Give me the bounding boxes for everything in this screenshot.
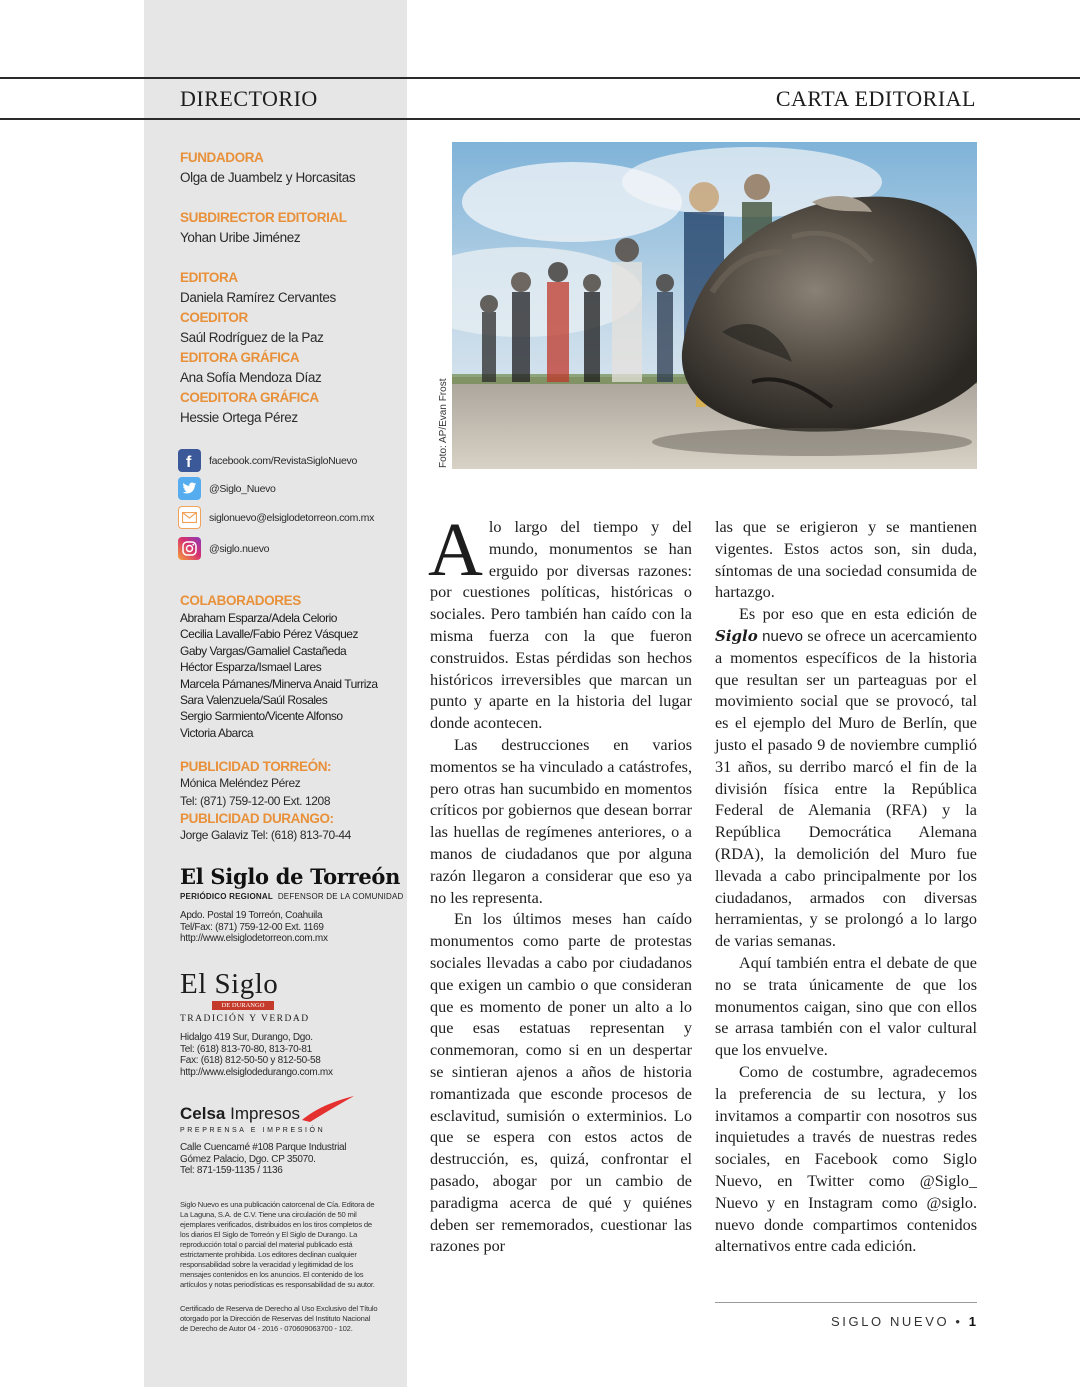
article-paragraph: En los últimos meses han caído monumentos como parte de protestas sociales llevadas a cabo por ciudadanos que exigen un cambio o que consideran que es momento de poner un alto a lo que esas estatuas representan y conmemoran, como si en un despertar se sintieran ajenos a años de historia romantizada que esconde procesos de esclavitud, sumisión o exterminios. Lo que se espera con estos actos de destrucción, es, quizá, confrontar el pasado, abogar por un cambio de paradigma acerca de qué y quiénes deben ser rememorados, cuestionar las razones por: [430, 910, 692, 1256]
instagram-icon: [178, 537, 201, 560]
paragraph-text: Es por eso que en esta edición de: [739, 605, 977, 624]
twitter-icon: [178, 477, 201, 500]
facebook-link[interactable]: [178, 449, 398, 472]
mail-icon: [178, 506, 201, 529]
durango-ribbon: DE DURANGO: [212, 1001, 274, 1010]
drop-cap: A: [428, 508, 483, 592]
siglo-nuevo-wordmark-siglo: Siglo: [715, 626, 758, 645]
article-paragraph: [428, 508, 692, 735]
torreon-tag-text: DEFENSOR DE LA COMUNIDAD: [277, 892, 404, 901]
celsa-impresos-logo: [180, 1104, 300, 1124]
editor-name: Daniela Ramírez Cervantes: [180, 290, 336, 305]
advertising-section: [180, 758, 400, 845]
address-line: http://www.elsiglodetorreon.com.mx: [180, 933, 328, 944]
article-column-1: [428, 508, 692, 1258]
deputy-director-label: SUBDIRECTOR EDITORIAL: [180, 210, 347, 225]
email-link[interactable]: [178, 506, 398, 529]
page-folio: [831, 1314, 976, 1329]
durango-tagline: TRADICIÓN Y VERDAD: [180, 1014, 310, 1024]
collaborator-line: Cecilia Lavalle/Fabio Pérez Vásquez: [180, 627, 358, 642]
el-siglo-de-torreon-logo: El Siglo de Torreón: [180, 864, 401, 889]
address-line: Apdo. Postal 19 Torreón, Coahuila: [180, 910, 323, 921]
article-paragraph: Aquí también entra el debate de que no se trata únicamente de que los monumentos caigan, sino que con ellos se arrasa también con el valor cultural que los envuelve.: [715, 953, 977, 1060]
fallen-statue-photo: [452, 142, 977, 469]
directory-title: DIRECTORIO: [180, 86, 318, 111]
staff-directory: [180, 148, 390, 428]
el-siglo-de-durango-logo: El Siglo: [180, 968, 279, 1000]
torreon-tagline: [180, 892, 404, 901]
address-line: Fax: (618) 812-50-50 y 812-50-58: [180, 1055, 321, 1066]
deputy-director-name: Yohan Uribe Jiménez: [180, 230, 301, 245]
collaborator-line: Sergio Sarmiento/Vicente Alfonso: [180, 709, 343, 724]
siglo-nuevo-wordmark-nuevo: nuevo: [762, 627, 804, 645]
instagram-link[interactable]: [178, 537, 398, 560]
address-line: Hidalgo 419 Sur, Durango, Dgo.: [180, 1032, 313, 1043]
address-line: Tel: 871-159-1135 / 1136: [180, 1165, 283, 1176]
celsa-swoosh-icon: [300, 1094, 356, 1124]
durango-address: [180, 1032, 400, 1078]
graphic-coeditor-name: Hessie Ortega Pérez: [180, 410, 298, 425]
torreon-tag-bold: PERIÓDICO REGIONAL: [180, 892, 273, 901]
twitter-link[interactable]: [178, 477, 398, 500]
collaborator-line: Gaby Vargas/Gamaliel Castañeda: [180, 643, 347, 658]
photo-credit: Foto: AP/Evan Frost: [438, 378, 449, 468]
facebook-icon: [178, 449, 201, 472]
collaborator-line: Héctor Esparza/Ismael Lares: [180, 660, 322, 675]
durango-advertising-contact: Jorge Galaviz Tel: (618) 813-70-44: [180, 828, 351, 842]
article-column-2: [715, 517, 977, 1258]
footer-rule: [715, 1302, 977, 1303]
celsa-tagline: PREPRENSA E IMPRESIÓN: [180, 1127, 326, 1134]
legal-notice: Siglo Nuevo es una publicación catorcenal de Cía. Editora de La Laguna, S.A. de C.V. Tiene una circulación de 50 mil ejemplares verificados, distribuidos en los tiros completos de los diarios El Siglo de Torreón y El Siglo de Durango. La reproducción total o parcial del material publicado está estrictamente prohibida. Los editores declinan cualquier responsabilidad sobre la veracidad y legitimidad de los mensajes contenidos en los anuncios. El contenido de los artículos y notas periodísticas es responsabilidad de su autor.: [180, 1200, 375, 1289]
coeditor-name: Saúl Rodríguez de la Paz: [180, 330, 324, 345]
collaborators-label: COLABORADORES: [180, 593, 301, 608]
paragraph-text: lo largo del tiempo y del mundo, monumentos se han erguido por diversas razones: por cuestiones políticas, históricas o sociales. Pero también han caído con la misma fuerza con la que fueron construidos. Estas pérdidas son hechos históricos irreversibles que marcan un punto y aparte en la historia del lugar donde acontecen.: [430, 518, 692, 733]
publication-name: SIGLO NUEVO •: [831, 1314, 963, 1329]
facebook-handle: facebook.com/RevistaSigloNuevo: [209, 454, 357, 467]
svg-text:f: f: [185, 453, 191, 469]
editorial-letter-title: CARTA EDITORIAL: [775, 86, 976, 111]
founder-name: Olga de Juambelz y Horcasitas: [180, 170, 356, 185]
header-top-rule: [0, 77, 1080, 79]
graphic-editor-label: EDITORA GRÁFICA: [180, 350, 300, 365]
torreon-advertising-label: PUBLICIDAD TORREÓN:: [180, 759, 332, 774]
twitter-handle: @Siglo_Nuevo: [209, 482, 276, 495]
collaborators-section: [180, 592, 400, 741]
address-line: Gómez Palacio, Dgo. CP 35070.: [180, 1153, 316, 1165]
article-paragraph: las que se erigieron y se mantienen vigentes. Estos actos son, sin duda, síntomas de una sociedad consumida de hartazgo.: [715, 518, 977, 602]
address-line: http://www.elsiglodedurango.com.mx: [180, 1066, 333, 1078]
article-paragraph: Las destrucciones en varios momentos se ha vinculado a catástrofes, pero otras han sucumbido en momentos críticos por gobiernos que desean borrar las huellas de regímenes anteriores, o a manos de ciudadanos que por alguna razón llegaron a considerar que eso ya no les representa.: [430, 735, 692, 907]
celsa-logo-rest: Impresos: [230, 1104, 301, 1123]
address-line: Calle Cuencamé #108 Parque Industrial: [180, 1142, 347, 1153]
celsa-address: [180, 1142, 400, 1177]
graphic-coeditor-label: COEDITORA GRÁFICA: [180, 390, 319, 405]
email-address: siglonuevo@elsiglodetorreon.com.mx: [209, 511, 375, 524]
collaborator-line: Marcela Pámanes/Minerva Anaid Turriza: [180, 676, 378, 691]
collaborator-line: Victoria Abarca: [180, 725, 253, 740]
coeditor-label: COEDITOR: [180, 310, 248, 325]
instagram-handle: @siglo.nuevo: [209, 542, 270, 555]
torreon-address: [180, 910, 400, 945]
statue-photo-illustration: [452, 142, 977, 469]
address-line: Tel/Fax: (871) 759-12-00 Ext. 1169: [180, 921, 324, 933]
graphic-editor-name: Ana Sofía Mendoza Díaz: [180, 370, 322, 385]
collaborator-line: Abraham Esparza/Adela Celorio: [180, 611, 337, 625]
torreon-advertising-name: Mónica Meléndez Pérez: [180, 776, 301, 790]
article-paragraph: Como de costumbre, agradecemos la preferencia de su lectura, y los invitamos a compartir con nosotros sus inquietudes a través de nuestras redes sociales, en Facebook como Siglo Nuevo, en Twitter como @Siglo_ Nuevo y en Instagram como @siglo. nuevo donde compartimos contenidos alternativos entre cada edición.: [715, 1062, 977, 1256]
collaborator-line: Sara Valenzuela/Saúl Rosales: [180, 693, 328, 708]
article-paragraph: [715, 604, 977, 953]
editor-label: EDITORA: [180, 270, 238, 285]
header-bottom-rule: [0, 118, 1080, 120]
founder-label: FUNDADORA: [180, 150, 264, 165]
page-number: 1: [968, 1314, 976, 1329]
celsa-logo-bold: Celsa: [180, 1104, 226, 1123]
torreon-advertising-phone: Tel: (871) 759-12-00 Ext. 1208: [180, 793, 331, 808]
reserve-certificate: Certificado de Reserva de Derecho al Uso Exclusivo del Título otorgado por la Dirección de Reservas del Instituto Nacional de Derecho de Autor 04 - 2016 - 070609063700 - 102.: [180, 1304, 378, 1333]
durango-advertising-label: PUBLICIDAD DURANGO:: [180, 811, 334, 826]
address-line: Tel: (618) 813-70-80, 813-70-81: [180, 1043, 312, 1055]
paragraph-text: se ofrece un acercamiento a momentos específicos de la historia que resultan ser un parteaguas por el movimiento social que se provocó, tal es el ejemplo del Muro de Berlín, que justo el pasado 9 de noviembre cumplió 31 años, su derribo marcó el fin de la división física entre la República Federal de Alemania (RFA) y la República Democrática Alemana (RDA), la demolición del Muro fue llevada a cabo principalmente por los ciudadanos, armados con diversas herramientas, y se prolongó a lo largo de varias semanas.: [715, 626, 978, 951]
